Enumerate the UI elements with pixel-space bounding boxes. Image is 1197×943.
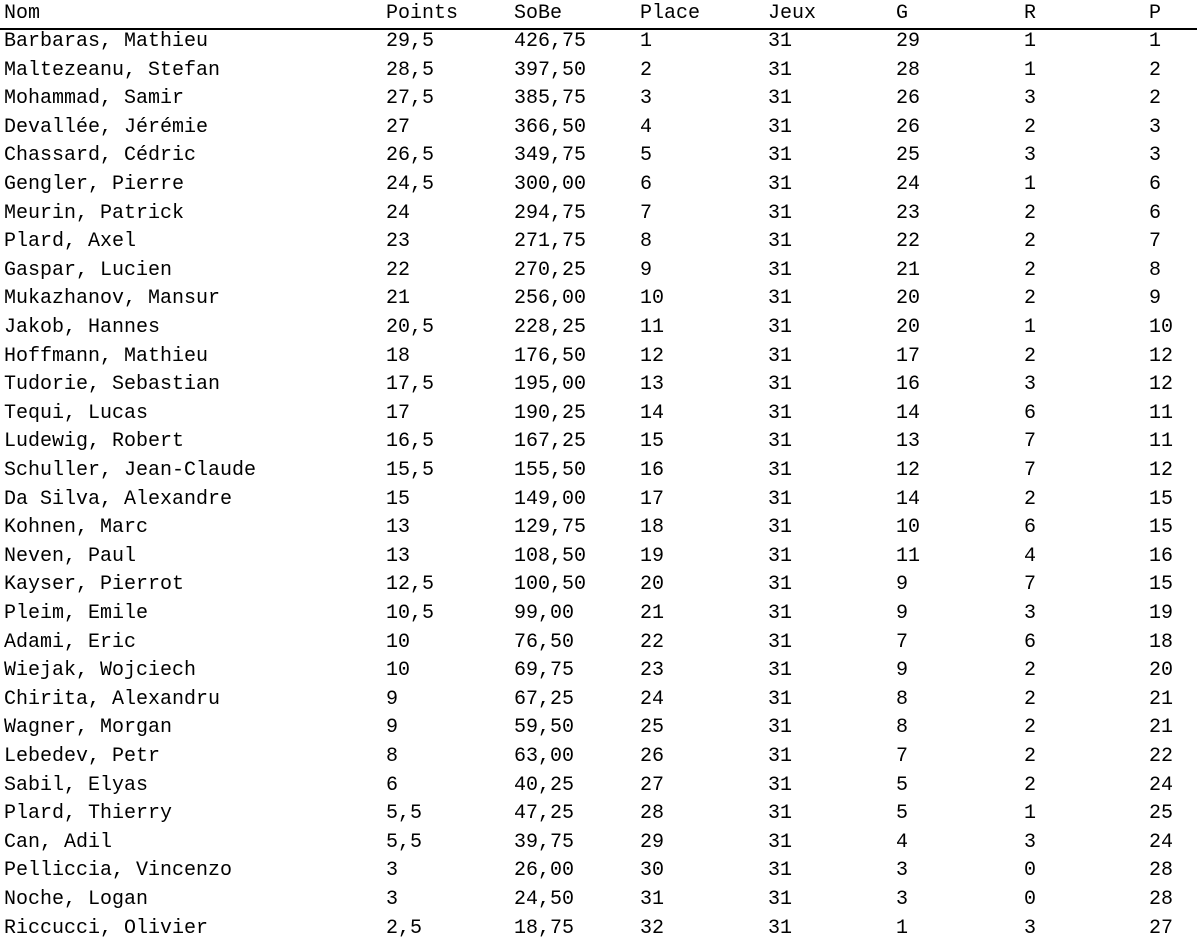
cell-points: 9 bbox=[386, 687, 399, 711]
cell-sobe: 39,75 bbox=[514, 830, 575, 854]
cell-p: 18 bbox=[1149, 630, 1174, 654]
cell-p: 1 bbox=[1149, 30, 1162, 53]
table-row bbox=[0, 629, 1197, 658]
cell-sobe: 190,25 bbox=[514, 401, 587, 425]
cell-sobe: 256,00 bbox=[514, 287, 587, 311]
cell-name: Devallée, Jérémie bbox=[4, 115, 209, 139]
table-row bbox=[0, 457, 1197, 486]
table-row bbox=[0, 600, 1197, 629]
cell-sobe: 18,75 bbox=[514, 916, 575, 940]
cell-points: 9 bbox=[386, 716, 399, 740]
cell-sobe: 176,50 bbox=[514, 344, 587, 368]
cell-points: 22 bbox=[386, 258, 411, 282]
cell-name: Riccucci, Olivier bbox=[4, 916, 209, 940]
cell-name: Schuller, Jean-Claude bbox=[4, 459, 257, 482]
cell-r: 3 bbox=[1024, 602, 1037, 625]
cell-jeux: 31 bbox=[768, 430, 793, 454]
cell-p: 3 bbox=[1149, 115, 1162, 139]
cell-r: 2 bbox=[1024, 344, 1037, 368]
table-row bbox=[0, 857, 1197, 886]
cell-r: 1 bbox=[1024, 30, 1037, 53]
cell-points: 17 bbox=[386, 401, 411, 425]
cell-place: 15 bbox=[640, 430, 665, 454]
cell-points: 29,5 bbox=[386, 30, 435, 53]
cell-place: 14 bbox=[640, 401, 665, 425]
cell-sobe: 167,25 bbox=[514, 430, 587, 454]
cell-place: 21 bbox=[640, 602, 665, 625]
cell-r: 2 bbox=[1024, 115, 1037, 139]
cell-p: 15 bbox=[1149, 516, 1174, 540]
cell-jeux: 31 bbox=[768, 888, 793, 911]
cell-sobe: 108,50 bbox=[514, 544, 587, 568]
cell-g: 5 bbox=[896, 773, 909, 797]
cell-name: Jakob, Hannes bbox=[4, 316, 161, 339]
cell-points: 28,5 bbox=[386, 58, 435, 82]
cell-place: 27 bbox=[640, 773, 665, 797]
cell-place: 18 bbox=[640, 516, 665, 540]
cell-sobe: 67,25 bbox=[514, 687, 575, 711]
cell-name: Ludewig, Robert bbox=[4, 430, 185, 454]
cell-place: 6 bbox=[640, 173, 653, 196]
cell-points: 15 bbox=[386, 487, 411, 511]
cell-g: 26 bbox=[896, 115, 921, 139]
cell-p: 10 bbox=[1149, 316, 1174, 339]
cell-place: 16 bbox=[640, 459, 665, 482]
cell-r: 1 bbox=[1024, 58, 1037, 82]
table-row bbox=[0, 314, 1197, 343]
cell-place: 8 bbox=[640, 230, 653, 254]
cell-g: 11 bbox=[896, 544, 921, 568]
cell-place: 26 bbox=[640, 745, 665, 768]
cell-p: 6 bbox=[1149, 173, 1162, 196]
table-row bbox=[0, 85, 1197, 114]
cell-sobe: 63,00 bbox=[514, 745, 575, 768]
cell-points: 15,5 bbox=[386, 459, 435, 482]
cell-g: 20 bbox=[896, 316, 921, 339]
cell-jeux: 31 bbox=[768, 859, 793, 883]
cell-points: 13 bbox=[386, 516, 411, 540]
cell-g: 17 bbox=[896, 344, 921, 368]
table-row bbox=[0, 428, 1197, 457]
cell-p: 12 bbox=[1149, 344, 1174, 368]
cell-points: 27,5 bbox=[386, 87, 435, 111]
cell-place: 31 bbox=[640, 888, 665, 911]
cell-jeux: 31 bbox=[768, 659, 793, 683]
table-row bbox=[0, 28, 1197, 57]
cell-sobe: 129,75 bbox=[514, 516, 587, 540]
table-row bbox=[0, 57, 1197, 86]
cell-p: 7 bbox=[1149, 230, 1162, 254]
cell-name: Pelliccia, Vincenzo bbox=[4, 859, 233, 883]
cell-sobe: 366,50 bbox=[514, 115, 587, 139]
cell-g: 23 bbox=[896, 201, 921, 225]
table-row bbox=[0, 228, 1197, 257]
cell-place: 24 bbox=[640, 687, 665, 711]
cell-jeux: 31 bbox=[768, 173, 793, 196]
cell-points: 17,5 bbox=[386, 373, 435, 397]
cell-sobe: 47,25 bbox=[514, 802, 575, 826]
cell-name: Adami, Eric bbox=[4, 630, 137, 654]
cell-place: 12 bbox=[640, 344, 665, 368]
table-row bbox=[0, 400, 1197, 429]
cell-place: 3 bbox=[640, 87, 653, 111]
cell-r: 2 bbox=[1024, 230, 1037, 254]
cell-p: 28 bbox=[1149, 888, 1174, 911]
cell-g: 14 bbox=[896, 487, 921, 511]
cell-jeux: 31 bbox=[768, 115, 793, 139]
cell-jeux: 31 bbox=[768, 487, 793, 511]
cell-sobe: 385,75 bbox=[514, 87, 587, 111]
cell-r: 2 bbox=[1024, 659, 1037, 683]
cell-sobe: 69,75 bbox=[514, 659, 575, 683]
cell-jeux: 31 bbox=[768, 230, 793, 254]
cell-sobe: 100,50 bbox=[514, 573, 587, 597]
cell-place: 30 bbox=[640, 859, 665, 883]
cell-jeux: 31 bbox=[768, 687, 793, 711]
cell-p: 11 bbox=[1149, 430, 1174, 454]
cell-r: 4 bbox=[1024, 544, 1037, 568]
cell-g: 9 bbox=[896, 659, 909, 683]
cell-points: 10,5 bbox=[386, 602, 435, 625]
header-r: R bbox=[1024, 2, 1037, 25]
cell-g: 3 bbox=[896, 859, 909, 883]
header-g: G bbox=[896, 2, 909, 25]
cell-r: 7 bbox=[1024, 573, 1037, 597]
cell-sobe: 24,50 bbox=[514, 888, 575, 911]
cell-name: Maltezeanu, Stefan bbox=[4, 58, 221, 82]
header-name: Nom bbox=[4, 2, 41, 25]
cell-jeux: 31 bbox=[768, 773, 793, 797]
table-row bbox=[0, 343, 1197, 372]
cell-p: 24 bbox=[1149, 830, 1174, 854]
cell-jeux: 31 bbox=[768, 630, 793, 654]
cell-name: Meurin, Patrick bbox=[4, 201, 185, 225]
cell-g: 21 bbox=[896, 258, 921, 282]
cell-place: 7 bbox=[640, 201, 653, 225]
cell-points: 24,5 bbox=[386, 173, 435, 196]
cell-place: 10 bbox=[640, 287, 665, 311]
cell-jeux: 31 bbox=[768, 573, 793, 597]
table-row bbox=[0, 800, 1197, 829]
table-row bbox=[0, 514, 1197, 543]
table-row bbox=[0, 686, 1197, 715]
cell-g: 8 bbox=[896, 687, 909, 711]
cell-jeux: 31 bbox=[768, 258, 793, 282]
cell-r: 2 bbox=[1024, 487, 1037, 511]
table-row bbox=[0, 743, 1197, 772]
table-row bbox=[0, 714, 1197, 743]
cell-name: Wagner, Morgan bbox=[4, 716, 173, 740]
cell-points: 8 bbox=[386, 745, 399, 768]
table-row bbox=[0, 571, 1197, 600]
table-row bbox=[0, 142, 1197, 171]
cell-place: 9 bbox=[640, 258, 653, 282]
cell-p: 28 bbox=[1149, 859, 1174, 883]
cell-name: Tudorie, Sebastian bbox=[4, 373, 221, 397]
cell-sobe: 59,50 bbox=[514, 716, 575, 740]
cell-sobe: 195,00 bbox=[514, 373, 587, 397]
cell-name: Neven, Paul bbox=[4, 544, 137, 568]
cell-place: 17 bbox=[640, 487, 665, 511]
cell-place: 22 bbox=[640, 630, 665, 654]
cell-p: 19 bbox=[1149, 602, 1174, 625]
cell-points: 5,5 bbox=[386, 830, 423, 854]
cell-g: 13 bbox=[896, 430, 921, 454]
cell-place: 4 bbox=[640, 115, 653, 139]
cell-r: 3 bbox=[1024, 830, 1037, 854]
cell-jeux: 31 bbox=[768, 144, 793, 168]
cell-points: 10 bbox=[386, 659, 411, 683]
cell-g: 9 bbox=[896, 573, 909, 597]
cell-points: 12,5 bbox=[386, 573, 435, 597]
cell-jeux: 31 bbox=[768, 459, 793, 482]
cell-name: Gengler, Pierre bbox=[4, 173, 185, 196]
cell-r: 2 bbox=[1024, 716, 1037, 740]
cell-points: 21 bbox=[386, 287, 411, 311]
cell-p: 15 bbox=[1149, 487, 1174, 511]
cell-jeux: 31 bbox=[768, 830, 793, 854]
cell-g: 14 bbox=[896, 401, 921, 425]
cell-p: 9 bbox=[1149, 287, 1162, 311]
cell-place: 5 bbox=[640, 144, 653, 168]
cell-points: 2,5 bbox=[386, 916, 423, 940]
table-row bbox=[0, 829, 1197, 858]
cell-points: 3 bbox=[386, 888, 399, 911]
cell-r: 2 bbox=[1024, 287, 1037, 311]
cell-name: Kayser, Pierrot bbox=[4, 573, 185, 597]
cell-name: Noche, Logan bbox=[4, 888, 149, 911]
cell-place: 13 bbox=[640, 373, 665, 397]
table-row bbox=[0, 657, 1197, 686]
table-row bbox=[0, 486, 1197, 515]
cell-p: 25 bbox=[1149, 802, 1174, 826]
cell-p: 24 bbox=[1149, 773, 1174, 797]
cell-p: 2 bbox=[1149, 58, 1162, 82]
cell-p: 3 bbox=[1149, 144, 1162, 168]
cell-sobe: 26,00 bbox=[514, 859, 575, 883]
cell-g: 10 bbox=[896, 516, 921, 540]
cell-p: 20 bbox=[1149, 659, 1174, 683]
cell-g: 4 bbox=[896, 830, 909, 854]
cell-place: 2 bbox=[640, 58, 653, 82]
cell-r: 7 bbox=[1024, 459, 1037, 482]
cell-p: 22 bbox=[1149, 745, 1174, 768]
cell-place: 29 bbox=[640, 830, 665, 854]
cell-jeux: 31 bbox=[768, 316, 793, 339]
cell-p: 21 bbox=[1149, 687, 1174, 711]
table-row bbox=[0, 200, 1197, 229]
cell-r: 7 bbox=[1024, 430, 1037, 454]
cell-sobe: 294,75 bbox=[514, 201, 587, 225]
cell-name: Mohammad, Samir bbox=[4, 87, 185, 111]
table-row bbox=[0, 371, 1197, 400]
cell-jeux: 31 bbox=[768, 30, 793, 53]
cell-jeux: 31 bbox=[768, 516, 793, 540]
cell-p: 21 bbox=[1149, 716, 1174, 740]
cell-r: 3 bbox=[1024, 373, 1037, 397]
cell-sobe: 426,75 bbox=[514, 30, 587, 53]
cell-name: Kohnen, Marc bbox=[4, 516, 149, 540]
cell-place: 11 bbox=[640, 316, 665, 339]
cell-name: Plard, Axel bbox=[4, 230, 137, 254]
cell-r: 2 bbox=[1024, 687, 1037, 711]
cell-place: 1 bbox=[640, 30, 653, 53]
table-row bbox=[0, 886, 1197, 915]
cell-name: Gaspar, Lucien bbox=[4, 258, 173, 282]
cell-p: 2 bbox=[1149, 87, 1162, 111]
header-sobe: SoBe bbox=[514, 2, 563, 25]
cell-r: 1 bbox=[1024, 802, 1037, 826]
cell-r: 2 bbox=[1024, 773, 1037, 797]
cell-g: 7 bbox=[896, 630, 909, 654]
cell-p: 11 bbox=[1149, 401, 1174, 425]
cell-p: 12 bbox=[1149, 373, 1174, 397]
cell-sobe: 40,25 bbox=[514, 773, 575, 797]
cell-r: 3 bbox=[1024, 916, 1037, 940]
cell-p: 6 bbox=[1149, 201, 1162, 225]
cell-r: 2 bbox=[1024, 258, 1037, 282]
cell-name: Barbaras, Mathieu bbox=[4, 30, 209, 53]
cell-g: 3 bbox=[896, 888, 909, 911]
cell-place: 19 bbox=[640, 544, 665, 568]
cell-sobe: 155,50 bbox=[514, 459, 587, 482]
cell-g: 9 bbox=[896, 602, 909, 625]
cell-r: 6 bbox=[1024, 401, 1037, 425]
cell-points: 23 bbox=[386, 230, 411, 254]
cell-g: 26 bbox=[896, 87, 921, 111]
cell-sobe: 99,00 bbox=[514, 602, 575, 625]
cell-jeux: 31 bbox=[768, 373, 793, 397]
cell-sobe: 76,50 bbox=[514, 630, 575, 654]
table-row bbox=[0, 285, 1197, 314]
cell-points: 6 bbox=[386, 773, 399, 797]
cell-g: 7 bbox=[896, 745, 909, 768]
cell-p: 16 bbox=[1149, 544, 1174, 568]
cell-r: 2 bbox=[1024, 745, 1037, 768]
cell-sobe: 271,75 bbox=[514, 230, 587, 254]
cell-r: 0 bbox=[1024, 859, 1037, 883]
header-points: Points bbox=[386, 2, 459, 25]
cell-sobe: 270,25 bbox=[514, 258, 587, 282]
cell-points: 3 bbox=[386, 859, 399, 883]
cell-sobe: 397,50 bbox=[514, 58, 587, 82]
table-row bbox=[0, 114, 1197, 143]
cell-sobe: 228,25 bbox=[514, 316, 587, 339]
header-p: P bbox=[1149, 2, 1162, 25]
cell-points: 27 bbox=[386, 115, 411, 139]
cell-g: 25 bbox=[896, 144, 921, 168]
cell-name: Wiejak, Wojciech bbox=[4, 659, 197, 683]
cell-r: 2 bbox=[1024, 201, 1037, 225]
cell-name: Chirita, Alexandru bbox=[4, 687, 221, 711]
cell-g: 20 bbox=[896, 287, 921, 311]
cell-place: 23 bbox=[640, 659, 665, 683]
cell-points: 18 bbox=[386, 344, 411, 368]
cell-sobe: 149,00 bbox=[514, 487, 587, 511]
cell-r: 6 bbox=[1024, 630, 1037, 654]
cell-place: 25 bbox=[640, 716, 665, 740]
cell-jeux: 31 bbox=[768, 87, 793, 111]
cell-points: 5,5 bbox=[386, 802, 423, 826]
cell-g: 16 bbox=[896, 373, 921, 397]
cell-points: 10 bbox=[386, 630, 411, 654]
cell-r: 0 bbox=[1024, 888, 1037, 911]
cell-name: Da Silva, Alexandre bbox=[4, 487, 233, 511]
cell-g: 5 bbox=[896, 802, 909, 826]
cell-g: 24 bbox=[896, 173, 921, 196]
cell-place: 32 bbox=[640, 916, 665, 940]
header-place: Place bbox=[640, 2, 701, 25]
cell-jeux: 31 bbox=[768, 201, 793, 225]
cell-jeux: 31 bbox=[768, 401, 793, 425]
cell-r: 3 bbox=[1024, 87, 1037, 111]
cell-name: Lebedev, Petr bbox=[4, 745, 161, 768]
table-row bbox=[0, 257, 1197, 286]
cell-jeux: 31 bbox=[768, 544, 793, 568]
header-jeux: Jeux bbox=[768, 2, 817, 25]
cell-g: 29 bbox=[896, 30, 921, 53]
cell-r: 1 bbox=[1024, 173, 1037, 196]
cell-jeux: 31 bbox=[768, 602, 793, 625]
cell-points: 16,5 bbox=[386, 430, 435, 454]
cell-jeux: 31 bbox=[768, 58, 793, 82]
cell-name: Chassard, Cédric bbox=[4, 144, 197, 168]
cell-p: 15 bbox=[1149, 573, 1174, 597]
cell-g: 28 bbox=[896, 58, 921, 82]
cell-g: 8 bbox=[896, 716, 909, 740]
cell-p: 27 bbox=[1149, 916, 1174, 940]
table-row bbox=[0, 772, 1197, 801]
cell-jeux: 31 bbox=[768, 916, 793, 940]
table-row bbox=[0, 171, 1197, 200]
cell-g: 22 bbox=[896, 230, 921, 254]
cell-jeux: 31 bbox=[768, 802, 793, 826]
cell-jeux: 31 bbox=[768, 287, 793, 311]
cell-name: Can, Adil bbox=[4, 830, 113, 854]
cell-p: 8 bbox=[1149, 258, 1162, 282]
cell-r: 6 bbox=[1024, 516, 1037, 540]
cell-name: Hoffmann, Mathieu bbox=[4, 344, 209, 368]
cell-name: Plard, Thierry bbox=[4, 802, 173, 826]
cell-name: Tequi, Lucas bbox=[4, 401, 149, 425]
cell-points: 26,5 bbox=[386, 144, 435, 168]
cell-name: Mukazhanov, Mansur bbox=[4, 287, 221, 311]
table-header-row bbox=[0, 0, 1197, 30]
cell-jeux: 31 bbox=[768, 344, 793, 368]
cell-r: 1 bbox=[1024, 316, 1037, 339]
table-row bbox=[0, 543, 1197, 572]
cell-points: 24 bbox=[386, 201, 411, 225]
cell-jeux: 31 bbox=[768, 716, 793, 740]
cell-name: Sabil, Elyas bbox=[4, 773, 149, 797]
cell-p: 12 bbox=[1149, 459, 1174, 482]
cell-sobe: 300,00 bbox=[514, 173, 587, 196]
cell-place: 28 bbox=[640, 802, 665, 826]
cell-jeux: 31 bbox=[768, 745, 793, 768]
cell-g: 12 bbox=[896, 459, 921, 482]
cell-r: 3 bbox=[1024, 144, 1037, 168]
table-row bbox=[0, 915, 1197, 943]
cell-place: 20 bbox=[640, 573, 665, 597]
cell-points: 20,5 bbox=[386, 316, 435, 339]
cell-sobe: 349,75 bbox=[514, 144, 587, 168]
cell-name: Pleim, Emile bbox=[4, 602, 149, 625]
cell-points: 13 bbox=[386, 544, 411, 568]
cell-g: 1 bbox=[896, 916, 909, 940]
